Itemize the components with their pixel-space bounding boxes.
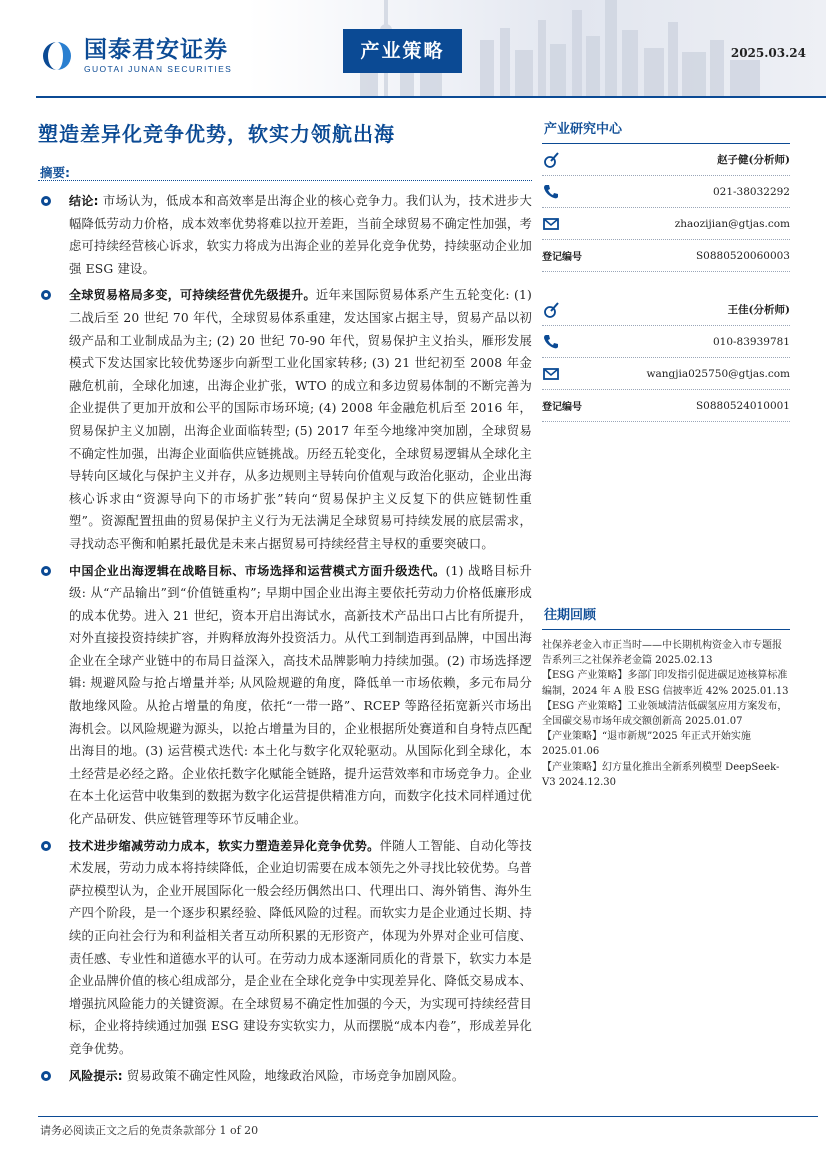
logo-name-cn: 国泰君安证券 xyxy=(84,37,228,63)
page-header xyxy=(0,0,826,96)
paragraph-trade-pattern xyxy=(38,284,532,555)
bullet-icon xyxy=(41,566,51,576)
paragraph-lead: 风险提示: xyxy=(69,1068,123,1083)
abstract-divider xyxy=(38,180,532,181)
previous-report-item[interactable]: 社保养老金入市正当时——中长期机构资金入市专题报告系列三之社保养老金篇 2025.02.13 xyxy=(542,640,782,667)
paragraph-lead: 技术进步缩减劳动力成本，软实力塑造差异化竞争优势。 xyxy=(69,838,380,853)
analyst-2-reg-number: S0880524010001 xyxy=(695,399,790,412)
analyst-2-name: 王佳(分析师) xyxy=(727,304,790,316)
paragraph-text: 贸易政策不确定性风险，地缘政治风险，市场竞争加剧风险。 xyxy=(122,1068,465,1083)
user-pen-icon xyxy=(542,151,560,169)
previous-report-item[interactable]: 【ESG 产业策略】多部门印发指引促进碳足迹核算标准编制，2024 年 A 股 ESG 信披率近 42% 2025.01.13 xyxy=(542,670,789,697)
previous-reports-list xyxy=(542,630,790,790)
previous-report-item[interactable]: 【产业策略】幻方量化推出全新系列模型 DeepSeek-V3 2024.12.30 xyxy=(542,761,780,788)
bullet-icon xyxy=(41,196,51,206)
report-type-tag: 产业策略 xyxy=(343,29,462,73)
analyst-1-email-row xyxy=(542,208,790,240)
analyst-1-email[interactable]: zhaozijian@gtjas.com xyxy=(674,217,790,230)
paragraph-risk xyxy=(38,1065,532,1088)
phone-icon xyxy=(542,333,560,351)
footer-divider xyxy=(38,1116,818,1117)
bullet-icon xyxy=(41,841,51,851)
sidebar xyxy=(542,110,790,790)
analyst-2-phone-row xyxy=(542,326,790,358)
logo-name-en: GUOTAI JUNAN SECURITIES xyxy=(84,64,233,74)
analyst-2-email-row xyxy=(542,358,790,390)
reg-number-label: 登记编号 xyxy=(542,402,582,413)
mail-icon xyxy=(542,365,560,383)
company-logo xyxy=(38,38,232,74)
analyst-2-phone: 010-83939781 xyxy=(712,335,790,348)
paragraph-text: 市场认为，低成本和高效率是出海企业的核心竞争力。我们认为，技术进步大幅降低劳动力价格，成本效率优势将难以拉开差距，当前全球贸易不确定性加强，考虑可持续经营核心诉求，软实力将成为出海企业的差异化竞争优势，持续驱动企业加强 ESG 建设。 xyxy=(69,194,532,276)
footer-disclaimer: 请务必阅读正文之后的免责条款部分 1 of 20 xyxy=(40,1124,259,1137)
paragraph-text: 近年来国际贸易体系产生五轮变化: (1) 二战后至 20 世纪 70 年代，全球贸易体系重建，发达国家占据主导，贸易产品以初级产品和工业制成品为主; (2) 20 世纪 70-90 年代，贸易保护主义抬头，雁形发展模式下发达国家比较优势逐步向新型工业化国家转移; (3) 21 世纪初至 2008 年金融危机前，全球化加速，出海企业扩张，WTO 的成立和多边贸易体制的不断完善为企业提供了更加开放和公平的国际市场环境; (4) 2008 年金融危机后至 2016 年，贸易保护主义加剧，出海企业面临转型; (5) 2017 年至今地缘冲突加剧，全球贸易不确定性加强，出海企业面临供应链挑战。历经五轮变化，全球贸易逻辑从全球化主导转向区域化与保护主义并存，从多边规则主导转向价值观与政治化驱动，企业出海核心诉求由“资源导向下的市场扩张”转向“贸易保护主义反复下的供应链韧性重塑”。资源配置扭曲的贸易保护主义行为无法满足全球贸易可持续发展的底层需求，寻找动态平衡和帕累托最优是未来占据贸易可持续经营主导权的重要突破口。 xyxy=(69,288,532,551)
paragraph-conclusion xyxy=(38,190,532,280)
report-date: 2025.03.24 xyxy=(730,46,806,60)
phone-icon xyxy=(542,183,560,201)
paragraph-lead: 全球贸易格局多变，可持续经营优先级提升。 xyxy=(69,288,316,303)
analyst-1-phone-row xyxy=(542,176,790,208)
analyst-2-email[interactable]: wangjia025750@gtjas.com xyxy=(646,367,790,380)
paragraph-text: 伴随人工智能、自动化等技术发展，劳动力成本将持续降低，企业迫切需要在成本领先之外寻找比较优势。乌普萨拉模型认为，企业开展国际化一般会经历偶然出口、代理出口、海外销售、海外生产四个阶段，是一个逐步积累经验、降低风险的过程。而软实力是企业通过长期、持续的正向社会行为和利益相关者互动所积累的无形资产，体现为外界对企业可信度、责任感、专业性和道德水平的认可。在劳动力成本逐渐同质化的背景下，软实力本是企业品牌价值的核心组成部分，是企业在全球化竞争中实现差异化、降低交易成本、增强抗风险能力的关键资源。在全球贸易不确定性加强的今天，为实现可持续经营目标，企业将持续通过加强 ESG 建设夯实软实力，从而摆脱“成本内卷”，形成差异化竞争优势。 xyxy=(69,838,532,1056)
analyst-2-name-row xyxy=(542,294,790,326)
analyst-1-name: 赵子健(分析师) xyxy=(717,154,790,166)
abstract-heading: 摘要: xyxy=(40,165,70,180)
report-title: 塑造差异化竞争优势，软实力领航出海 xyxy=(38,122,395,146)
analyst-1-reg-number: S0880520060003 xyxy=(695,249,790,262)
paragraph-soft-power xyxy=(38,835,532,1061)
analyst-2-reg-row xyxy=(542,390,790,422)
header-divider xyxy=(36,96,826,98)
reg-number-label: 登记编号 xyxy=(542,252,582,263)
bullet-icon xyxy=(41,290,51,300)
paragraph-outbound-logic xyxy=(38,560,532,831)
analyst-1-name-row xyxy=(542,144,790,176)
logo-mark-icon xyxy=(38,41,76,71)
bullet-icon xyxy=(41,1071,51,1081)
previous-reports-heading: 往期回顾 xyxy=(542,596,790,630)
paragraph-text: (1) 战略目标升级: 从“产品输出”到“价值链重构”; 早期中国企业出海主要依托劳动力价格低廉形成的成本优势。进入 21 世纪，资本开启出海试水，高新技术产品出口占比有所提升，对外直接投资持续扩容，并购释放海外投资活力。从代工到制造再到品牌，中国出海企业在全球产业链中的布局日益深入，高技术品牌影响力持续加强。(2) 市场选择逻辑: 规避风险与抢占增量并举; 从风险规避的角度，降低单一市场依赖，多元布局分散地缘风险。从抢占增量的角度，依托“一带一路”、RCEP 等路径拓宽新兴市场出海机会。以风险规避为源头，以抢占增量为目的，企业根据所处赛道和自身特点匹配出海目的地。(3) 运营模式迭代: 本土化与数字化双轮驱动。从国际化到全球化，本土经营是必经之路。企业依托数字化赋能全链路，提升运营效率和市场竞争力。企业在本土化运营中收集到的数据为数字化运营提供精准方向，而数字化技术同样通过优化产品研发、供应链管理等环节反哺企业。 xyxy=(69,563,532,827)
user-pen-icon xyxy=(542,301,560,319)
analyst-1-reg-row xyxy=(542,240,790,272)
previous-report-item[interactable]: 【ESG 产业策略】工业领域清洁低碳氢应用方案发布，全国碳交易市场年成交额创新高 2025.01.07 xyxy=(542,700,788,728)
previous-report-item[interactable]: 【产业策略】“退市新规”2025 年正式开始实施 2025.01.06 xyxy=(542,731,751,758)
abstract-body xyxy=(38,190,532,1091)
paragraph-lead: 中国企业出海逻辑在战略目标、市场选择和运营模式方面升级迭代。 xyxy=(69,563,446,578)
paragraph-lead: 结论: xyxy=(69,194,99,208)
analyst-1-phone: 021-38032292 xyxy=(712,185,790,198)
research-center-heading: 产业研究中心 xyxy=(542,110,790,144)
mail-icon xyxy=(542,215,560,233)
